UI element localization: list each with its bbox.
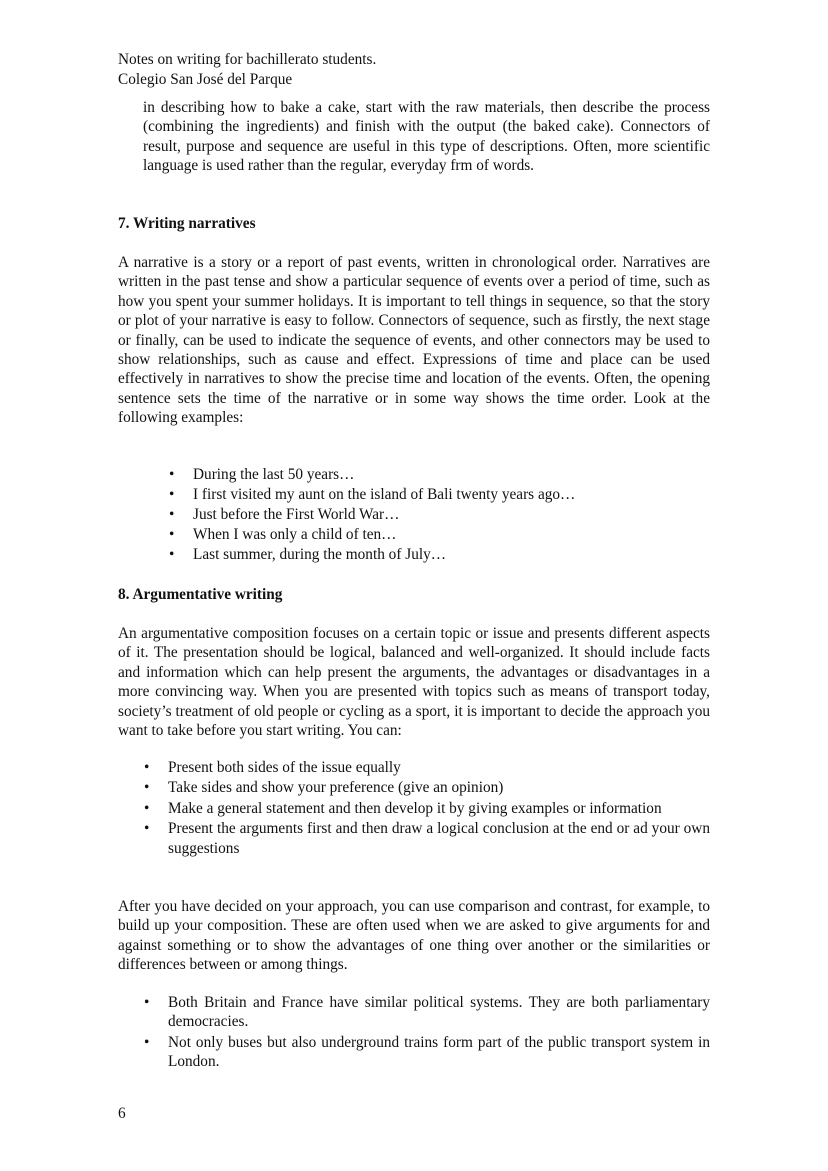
section-7-paragraph: A narrative is a story or a report of past events, written in chronological order. Narratives are written in the past tense and show a particular sequence of events over a period of time, such as how you spent your summer holidays. It is important to tell things in sequence, so that the story or plot of your narrative is easy to follow. Connectors of sequence, such as firstly, the next stage or finally, can be used to indicate the sequence of events, and other connectors may be used to show relationships, such as cause and effect. Expressions of time and place can be used effectively in narratives to show the precise time and location of the events. Often, the opening sentence sets the time of the narrative or in some way shows the time order. Look at the following examples: — [118, 254, 710, 427]
list-item: • Present the arguments first and then draw a logical conclusion at the end or ad your own suggestions — [144, 820, 710, 857]
list-item: • Make a general statement and then develop it by giving examples or information — [144, 799, 662, 817]
narrative-examples-list — [169, 465, 713, 565]
approach-options-list — [144, 758, 710, 859]
bullet-icon: • — [169, 466, 175, 483]
bullet-icon: • — [169, 526, 175, 543]
header-school: Colegio San José del Parque — [118, 70, 293, 88]
section-8-heading: 8. Argumentative writing — [118, 586, 283, 603]
bullet-icon: • — [169, 546, 175, 563]
list-item: • Just before the First World War… — [169, 506, 400, 523]
page-number: 6 — [118, 1105, 126, 1122]
list-item: • Take sides and show your preference (give an opinion) — [144, 779, 504, 797]
bullet-icon: • — [144, 759, 150, 776]
list-item: • I first visited my aunt on the island of Bali twenty years ago… — [169, 486, 576, 503]
bullet-icon: • — [144, 820, 150, 838]
list-item: • When I was only a child of ten… — [169, 526, 397, 543]
running-header — [118, 50, 376, 89]
intro-paragraph: in describing how to bake a cake, start with the raw materials, then describe the process (combining the ingredients) and finish with the output (the baked cake). Connectors of result, purpose and sequence are useful in this type of descriptions. Often, more scientific language is used rather than the regular, everyday frm of words. — [143, 99, 710, 175]
bullet-icon: • — [144, 799, 150, 817]
header-title: Notes on writing for bachillerato students. — [118, 51, 377, 68]
bullet-icon: • — [144, 1033, 150, 1051]
bullet-icon: • — [169, 506, 175, 523]
bullet-icon: • — [169, 486, 175, 503]
bullet-icon: • — [144, 779, 150, 797]
list-item: • Not only buses but also underground trains form part of the public transport system in London. — [144, 1033, 710, 1071]
list-item: • During the last 50 years… — [169, 466, 355, 483]
section-7-heading: 7. Writing narratives — [118, 215, 256, 232]
comparison-paragraph: After you have decided on your approach, you can use comparison and contrast, for example, to build up your composition. These are often used when we are asked to give arguments for and against something or to show the advantages of one thing over another or the similarities or differences between or among things. — [118, 898, 710, 974]
list-item: • Both Britain and France have similar political systems. They are both parliamentary democracies. — [144, 994, 710, 1031]
comparison-examples-list — [144, 993, 710, 1073]
section-8-paragraph: An argumentative composition focuses on a certain topic or issue and presents different aspects of it. The presentation should be logical, balanced and well-organized. It should include facts and information which can help present the arguments, the advantages or disadvantages in a more convincing way. When you are presented with topics such as means of transport today, society’s treatment of old people or cycling as a sport, it is important to decide the approach you want to take before you start writing. You can: — [118, 625, 710, 740]
list-item: • Last summer, during the month of July… — [169, 546, 447, 563]
bullet-icon: • — [144, 994, 150, 1011]
list-item: • Present both sides of the issue equally — [144, 759, 401, 776]
